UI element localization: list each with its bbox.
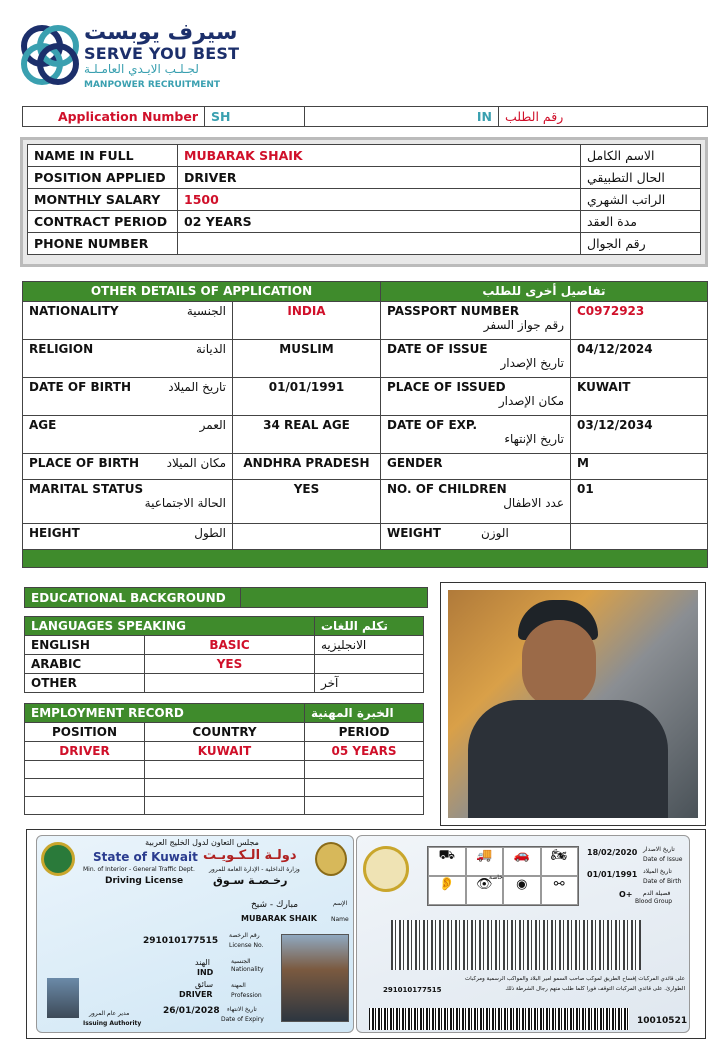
personal-label-ar: الحال التطبيقي (581, 167, 701, 189)
profession: DRIVER (179, 990, 213, 999)
expiry-label-ar: تاريخ الانتهاء (227, 1006, 257, 1013)
personal-row (28, 233, 701, 255)
personal-value (178, 233, 581, 255)
barcode-2d (391, 920, 641, 970)
other-row (23, 454, 708, 480)
state-en: State of Kuwait (93, 850, 198, 864)
other-right-value: M (571, 454, 708, 480)
expiry-date: 26/01/2028 (163, 1006, 220, 1016)
emp-column-header: COUNTRY (145, 723, 305, 742)
applicant-photo (448, 590, 698, 818)
other-right-value (571, 524, 708, 550)
other-left-cell (23, 454, 233, 480)
logo-english-subtitle: MANPOWER RECRUITMENT (84, 80, 221, 90)
other-details-table (22, 281, 708, 568)
other-left-value: 01/01/1991 (233, 378, 381, 416)
emp-cell (305, 779, 424, 797)
other-left-label: HEIGHT (29, 526, 80, 540)
other-left-value (233, 524, 381, 550)
name-en: MUBARAK SHAIK (241, 914, 317, 923)
nationality-label: Nationality (231, 966, 264, 973)
license-title-en: Driving License (105, 876, 184, 886)
company-logo (18, 22, 82, 92)
other-right-label-ar: الوزن (480, 526, 509, 540)
license-main-photo (281, 934, 349, 1022)
vehicle-class-grid (427, 846, 579, 906)
other-left-value: ANDHRA PRADESH (233, 454, 381, 480)
blood-group: O+ (619, 890, 633, 899)
other-right-label: DATE OF ISSUE (387, 342, 488, 356)
gcc-title-ar: مجلس التعاون لدول الخليج العربية (145, 838, 259, 847)
other-right-cell (381, 480, 571, 524)
other-footer (23, 550, 708, 568)
expiry-label: Date of Expiry (221, 1016, 264, 1023)
other-row (23, 302, 708, 340)
authority-ar: مدير عام المرور (89, 1010, 130, 1017)
other-right-cell (381, 416, 571, 454)
other-right-label: DATE OF EXP. (387, 418, 478, 432)
personal-label: CONTRACT PERIOD (28, 211, 178, 233)
emp-title: EMPLOYMENT RECORD (25, 704, 305, 723)
license-number-label: License No. (229, 942, 264, 949)
educational-background (24, 587, 428, 608)
eye-icon: 👁 (466, 876, 504, 905)
application-prefix: SH (205, 107, 305, 127)
emp-cell: DRIVER (25, 742, 145, 761)
nationality: IND (197, 968, 214, 977)
other-right-value: 03/12/2034 (571, 416, 708, 454)
special-ar: خاصة (489, 874, 503, 881)
nationality-label-ar: الجنسية (231, 958, 251, 965)
profession-label: Profession (231, 992, 262, 999)
emp-title-ar: الخبرة المهنية (305, 704, 424, 723)
notice-ar-2: الطوارئ. على قائدي المركبات التوقف فوراً كلما طلب منهم رجال الشرطة ذلك (505, 986, 685, 992)
other-left-label: NATIONALITY (29, 304, 119, 318)
emp-column-header: POSITION (25, 723, 145, 742)
issue-date: 18/02/2020 (587, 848, 638, 857)
lang-name-ar (315, 655, 424, 674)
other-right-label: PLACE OF ISSUED (387, 380, 506, 394)
education-blank (241, 588, 428, 608)
emp-cell: KUWAIT (145, 742, 305, 761)
emp-cell (145, 779, 305, 797)
emp-cell (25, 797, 145, 815)
back-license-number: 291010177515 (383, 986, 442, 994)
profession-ar: سائق (195, 980, 214, 989)
other-right-label: GENDER (387, 456, 443, 470)
dob-label: Date of Birth (643, 878, 682, 885)
other-header (23, 282, 708, 302)
other-left-label: AGE (29, 418, 57, 432)
lang-row (25, 636, 424, 655)
lang-title: LANGUAGES SPEAKING (25, 617, 315, 636)
emp-row (25, 797, 424, 815)
application-number-label-ar: رقم الطلب (499, 107, 708, 127)
other-right-label: NO. OF CHILDREN (387, 482, 507, 496)
name-label: Name (331, 916, 349, 923)
emp-row (25, 779, 424, 797)
lang-row (25, 674, 424, 693)
other-left-label-ar: تاريخ الميلاد (168, 380, 226, 394)
eye-alt-icon: ◉ (503, 876, 541, 905)
logo-arabic-subtitle: لجـلـب الايـدي العامـلـة (84, 62, 199, 76)
lang-level: BASIC (145, 636, 315, 655)
other-title-ar: تفاصيل أخرى للطلب (381, 282, 708, 302)
application-suffix: IN (305, 107, 499, 127)
other-left-cell (23, 480, 233, 524)
personal-label: MONTHLY SALARY (28, 189, 178, 211)
other-left-value: 34 REAL AGE (233, 416, 381, 454)
other-footer-bar (23, 550, 708, 568)
languages-table (24, 616, 424, 693)
motorcycle-icon: 🏍 (541, 847, 579, 876)
other-left-label: PLACE OF BIRTH (29, 456, 140, 470)
kuwait-seal-icon (363, 846, 409, 892)
ministry-ar: وزارة الداخلية - الإدارة العامة للمرور (209, 866, 300, 873)
profession-label-ar: المهنة (231, 982, 246, 989)
personal-row (28, 145, 701, 167)
personal-label: POSITION APPLIED (28, 167, 178, 189)
emp-columns (25, 723, 424, 742)
emp-cell (305, 761, 424, 779)
emp-row (25, 761, 424, 779)
name-ar: مبارك - شيخ (251, 900, 299, 910)
license-front (36, 835, 354, 1033)
personal-value: 1500 (178, 189, 581, 211)
other-row (23, 480, 708, 524)
other-left-label-ar: العمر (199, 418, 226, 432)
lang-row (25, 655, 424, 674)
other-left-value: YES (233, 480, 381, 524)
employment-table (24, 703, 424, 815)
emp-cell (145, 761, 305, 779)
blood-label-ar: فصيلة الدم (643, 890, 671, 897)
other-left-label: DATE OF BIRTH (29, 380, 131, 394)
lang-header (25, 617, 424, 636)
application-number-label: Application Number (23, 107, 205, 127)
lang-name: OTHER (25, 674, 145, 693)
other-row (23, 378, 708, 416)
kuwait-emblem-icon (315, 842, 347, 876)
other-left-cell (23, 340, 233, 378)
other-right-cell (381, 454, 571, 480)
logo-english-name: SERVE YOU BEST (84, 44, 240, 63)
other-left-cell (23, 416, 233, 454)
barcode-1d (369, 1008, 629, 1030)
other-left-label-ar: الطول (194, 526, 226, 540)
other-left-label-ar: الجنسية (186, 304, 226, 318)
lang-name-ar: الانجليزيه (315, 636, 424, 655)
emp-column-header: PERIOD (305, 723, 424, 742)
other-right-label-ar: رقم جواز السفر (483, 318, 564, 332)
other-left-cell (23, 524, 233, 550)
personal-row (28, 167, 701, 189)
personal-value: 02 YEARS (178, 211, 581, 233)
personal-label: PHONE NUMBER (28, 233, 178, 255)
other-left-value: INDIA (233, 302, 381, 340)
other-row (23, 524, 708, 550)
other-right-value: C0972923 (571, 302, 708, 340)
lang-level (145, 674, 315, 693)
other-right-label-ar: مكان الإصدار (498, 394, 564, 408)
lang-level: YES (145, 655, 315, 674)
personal-info-panel (20, 137, 708, 267)
education-title: EDUCATIONAL BACKGROUND (25, 588, 241, 608)
other-left-label-ar: مكان الميلاد (166, 456, 226, 470)
notice-ar-1: على قائدي المركبات إفساح الطريق لموكب صاحب السمو أمير البلاد والمواكب الرسمية ومركبات (465, 976, 685, 982)
other-right-value: 01 (571, 480, 708, 524)
logo-knot-icon (18, 22, 82, 92)
other-left-label-ar: الحالة الاجتماعية (144, 496, 226, 510)
other-left-label-ar: الديانة (195, 342, 226, 356)
application-number-row (22, 106, 708, 127)
emp-cell (25, 779, 145, 797)
crane-icon: ⛟ (428, 847, 466, 876)
hearing-icon: 👂 (428, 876, 466, 905)
other-right-label-ar: عدد الاطفال (503, 496, 564, 510)
other-right-label-ar: تاريخ الإنتهاء (504, 432, 564, 446)
name-label-ar: الإسم (333, 900, 348, 907)
other-right-label: PASSPORT NUMBER (387, 304, 520, 318)
car-icon: 🚗 (503, 847, 541, 876)
state-ar: دولـة الـكـويـت (203, 848, 297, 863)
emp-cell (305, 797, 424, 815)
logo-arabic-name: سيرف يوبست (84, 20, 238, 45)
authority: Issuing Authority (83, 1020, 142, 1027)
personal-label: NAME IN FULL (28, 145, 178, 167)
other-row (23, 340, 708, 378)
license-number-label-ar: رقم الرخصة (229, 932, 260, 939)
lang-name-ar: آخر (315, 674, 424, 693)
lang-name: ARABIC (25, 655, 145, 674)
blood-label: Blood Group (635, 898, 673, 905)
other-right-cell (381, 302, 571, 340)
emp-cell (25, 761, 145, 779)
personal-row (28, 211, 701, 233)
other-right-value: KUWAIT (571, 378, 708, 416)
other-left-cell (23, 378, 233, 416)
other-right-cell (381, 378, 571, 416)
personal-row (28, 189, 701, 211)
other-title: OTHER DETAILS OF APPLICATION (23, 282, 381, 302)
emp-row (25, 742, 424, 761)
license-small-photo (47, 978, 79, 1018)
dob-label-ar: تاريخ الميلاد (643, 868, 672, 875)
other-left-label: RELIGION (29, 342, 94, 356)
emp-cell: 05 YEARS (305, 742, 424, 761)
other-left-cell (23, 302, 233, 340)
license-number: 291010177515 (143, 936, 219, 946)
personal-label-ar: رقم الجوال (581, 233, 701, 255)
glasses-icon: ⚯ (541, 876, 579, 905)
other-right-label: WEIGHT (387, 526, 441, 540)
license-title-ar: رخـصـة سـوق (213, 874, 288, 887)
personal-label-ar: الراتب الشهري (581, 189, 701, 211)
dob: 01/01/1991 (587, 870, 638, 879)
license-back (356, 835, 690, 1033)
issue-label-ar: تاريخ الاصدار (643, 846, 675, 853)
issue-label: Date of Issue (643, 856, 683, 863)
other-left-label: MARITAL STATUS (29, 482, 144, 496)
other-left-value: MUSLIM (233, 340, 381, 378)
personal-value: DRIVER (178, 167, 581, 189)
lang-title-ar: تكلم اللغات (315, 617, 424, 636)
personal-label-ar: الاسم الكامل (581, 145, 701, 167)
lang-name: ENGLISH (25, 636, 145, 655)
emp-cell (145, 797, 305, 815)
other-right-value: 04/12/2024 (571, 340, 708, 378)
personal-info-table (27, 144, 701, 255)
gcc-emblem-icon (41, 842, 75, 876)
other-right-label-ar: تاريخ الإصدار (500, 356, 564, 370)
card-serial: 10010521 (637, 1016, 688, 1026)
other-row (23, 416, 708, 454)
personal-label-ar: مدة العقد (581, 211, 701, 233)
nationality-ar: الهند (195, 958, 210, 967)
emp-header (25, 704, 424, 723)
truck-icon: 🚚 (466, 847, 504, 876)
other-right-cell (381, 340, 571, 378)
applicant-photo-frame (440, 582, 706, 826)
personal-value: MUBARAK SHAIK (178, 145, 581, 167)
other-right-cell (381, 524, 571, 550)
ministry-en: Min. of Interior - General Traffic Dept. (83, 866, 195, 873)
